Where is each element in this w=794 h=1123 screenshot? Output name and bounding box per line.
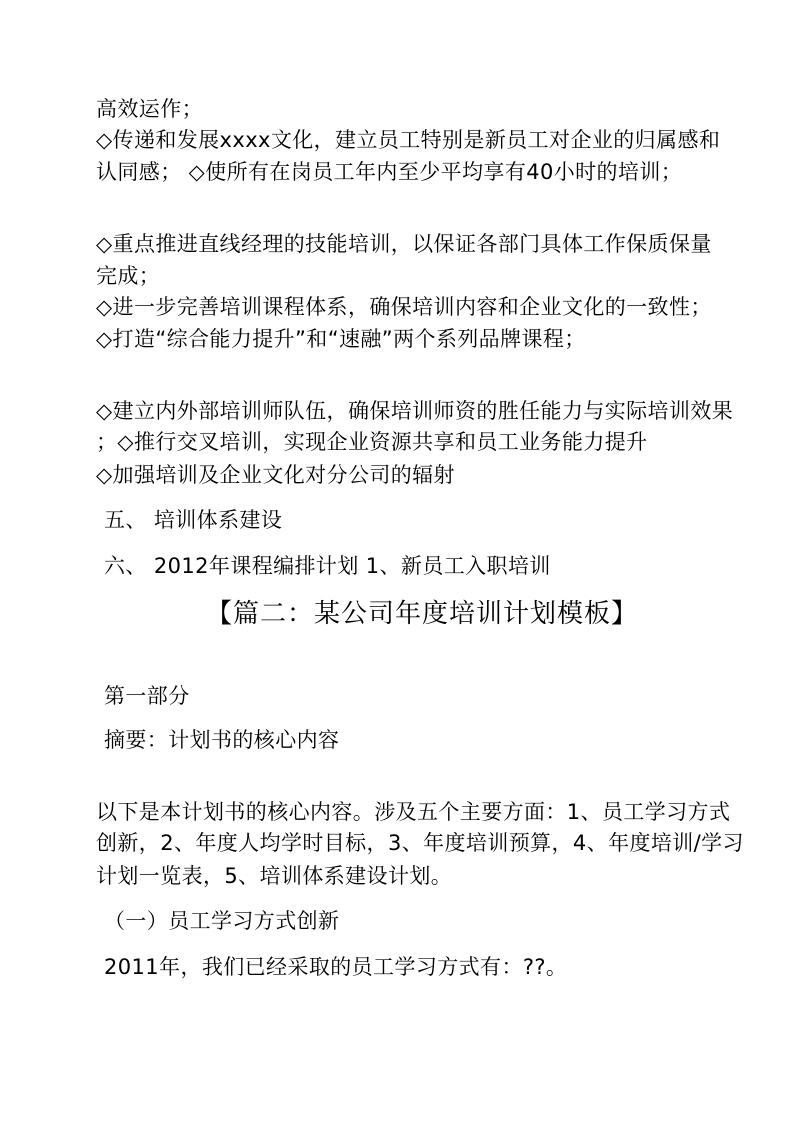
text-line: ◇重点推进直线经理的技能培训，以保证各部门具体工作保质保量 [96, 232, 712, 256]
text-line: 认同感； ◇使所有在岗员工年内至少平均享有40小时的培训； [96, 160, 683, 184]
text-line: 计划一览表，5、培训体系建设计划。 [96, 864, 453, 888]
section-heading: 五、 培训体系建设 [104, 508, 283, 532]
text-line: 高效运作； [96, 97, 203, 121]
text-line: 完成； [96, 264, 161, 288]
part-heading: 第一部分 [104, 684, 190, 708]
summary-heading: 摘要：计划书的核心内容 [104, 728, 340, 752]
section-heading: 六、 2012年课程编排计划 1、新员工入职培训 [104, 554, 551, 578]
subsection-heading: （一）员工学习方式创新 [104, 909, 340, 933]
text-line: ◇建立内外部培训师队伍，确保培训师资的胜任能力与实际培训效果 [96, 399, 734, 423]
text-line: ◇打造“综合能力提升”和“速融”两个系列品牌课程； [96, 327, 586, 351]
document-title: 【篇二：某公司年度培训计划模板】 [206, 599, 639, 629]
text-line: ◇进一步完善培训课程体系，确保培训内容和企业文化的一致性； [96, 295, 712, 319]
text-line: ◇加强培训及企业文化对分公司的辐射 [96, 463, 455, 487]
text-line: 2011年，我们已经采取的员工学习方式有：??。 [104, 955, 568, 979]
text-line: 以下是本计划书的核心内容。涉及五个主要方面：1、员工学习方式 [96, 800, 731, 824]
text-line: 创新，2、年度人均学时目标，3、年度培训预算，4、年度培训/学习 [96, 831, 744, 855]
text-line: ；◇推行交叉培训，实现企业资源共享和员工业务能力提升 [96, 430, 648, 454]
text-line: ◇传递和发展xxxx文化，建立员工特别是新员工对企业的归属感和 [96, 128, 721, 152]
